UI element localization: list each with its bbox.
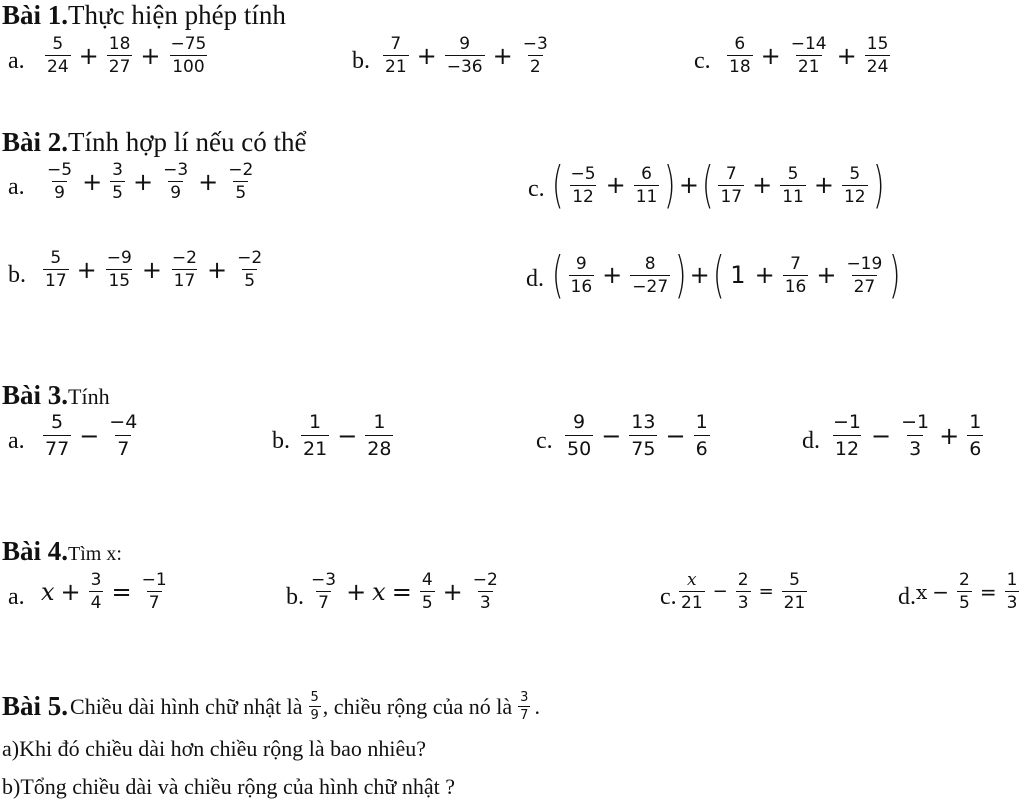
numerator: −4 — [109, 411, 138, 433]
numerator: −2 — [171, 248, 197, 268]
numerator: 4 — [421, 570, 433, 590]
denominator: 7 — [318, 593, 329, 613]
ex3-d-label: d. — [802, 428, 820, 454]
plus-sign: + — [602, 261, 623, 289]
ex4-d-label: d. — [898, 584, 916, 610]
minus-sign: − — [601, 421, 622, 450]
ex1-a-label: a. — [8, 48, 25, 74]
exercise-5-number: Bài 5. — [2, 691, 69, 721]
plus-sign: + — [76, 255, 97, 284]
integer-one: 1 — [730, 261, 746, 289]
fraction — [780, 164, 806, 207]
fraction — [445, 34, 485, 77]
left-parenthesis: ( — [701, 156, 714, 214]
fraction — [43, 410, 71, 461]
equals-sign: = — [111, 577, 132, 606]
fraction — [844, 254, 884, 297]
numerator: 18 — [108, 34, 131, 54]
denominator: 50 — [565, 435, 593, 461]
ex2-c-label: c. — [528, 176, 545, 202]
fraction — [694, 410, 710, 461]
numerator: 5 — [51, 411, 64, 433]
denominator: 27 — [853, 276, 876, 297]
denominator: 21 — [385, 57, 407, 77]
numerator: −1 — [141, 570, 167, 590]
numerator: 15 — [866, 34, 889, 54]
plus-sign: + — [760, 41, 781, 70]
numerator: −1 — [833, 411, 862, 433]
denominator: 75 — [629, 435, 657, 461]
numerator: 1 — [373, 411, 386, 433]
denominator: 9 — [54, 183, 65, 203]
fraction — [521, 34, 550, 77]
right-parenthesis: ) — [664, 156, 676, 214]
fraction — [789, 34, 829, 77]
fraction — [1005, 570, 1020, 613]
fraction — [43, 248, 69, 291]
denominator: 24 — [47, 57, 69, 77]
fraction — [365, 410, 393, 461]
fraction — [226, 160, 255, 203]
fraction — [727, 34, 753, 77]
exercise-5-text-part-3: . — [534, 693, 540, 719]
numerator: 3 — [112, 160, 123, 180]
fraction — [569, 254, 595, 297]
fraction — [235, 248, 264, 291]
denominator: 24 — [866, 57, 889, 77]
numerator: 2 — [959, 570, 970, 590]
ex4-d-expression — [914, 570, 1024, 613]
numerator: 9 — [573, 411, 586, 433]
fraction — [420, 570, 435, 613]
plus-sign: + — [140, 41, 161, 70]
plus-sign: + — [442, 577, 463, 606]
denominator: 5 — [959, 593, 970, 613]
numerator: −1 — [901, 411, 930, 433]
ex3-b-expression — [296, 410, 398, 461]
denominator: 21 — [797, 57, 820, 77]
fraction — [718, 164, 744, 207]
numerator: −3 — [311, 570, 337, 590]
ex2-a-expression — [40, 160, 260, 203]
denominator: 4 — [90, 593, 102, 613]
denominator: 5 — [421, 593, 433, 613]
ex4-a-expression — [38, 570, 174, 613]
denominator: 16 — [570, 276, 593, 297]
plus-sign: + — [133, 167, 154, 196]
exercise-1-heading: Thực hiện phép tính — [68, 0, 286, 30]
denominator: 17 — [720, 186, 743, 207]
numerator: 7 — [725, 163, 737, 184]
numerator: 13 — [631, 411, 656, 433]
numerator: 5 — [849, 163, 861, 184]
denominator: 3 — [907, 435, 923, 461]
fraction — [383, 34, 409, 77]
ex3-a-expression — [38, 410, 144, 461]
variable-x: x — [372, 577, 386, 606]
denominator: 5 — [244, 271, 256, 291]
exercise-3-number: Bài 3. — [2, 380, 69, 410]
plus-sign: + — [689, 261, 710, 289]
ex3-a-label: a. — [8, 428, 25, 454]
minus-sign: − — [79, 421, 100, 450]
ex2-b-expression — [38, 248, 269, 291]
ex3-c-label: c. — [536, 428, 553, 454]
fraction — [309, 690, 321, 723]
numerator: 5 — [787, 163, 799, 184]
denominator: 15 — [108, 271, 131, 291]
ex2-d-label: d. — [526, 266, 544, 292]
numerator: 5 — [52, 34, 64, 54]
fraction — [629, 410, 657, 461]
equals-sign: = — [391, 577, 412, 606]
numerator: −9 — [106, 248, 132, 268]
numerator: −3 — [522, 34, 548, 54]
ex2-d-expression — [551, 246, 901, 304]
denominator: 12 — [572, 186, 594, 207]
ex3-c-expression — [560, 410, 715, 461]
plus-sign: + — [141, 255, 162, 284]
minus-sign: − — [337, 421, 358, 450]
right-parenthesis: ) — [889, 246, 901, 304]
numerator: 1 — [969, 411, 982, 433]
denominator: 77 — [43, 435, 71, 461]
plus-sign: + — [754, 261, 775, 289]
denominator: 3 — [737, 593, 749, 613]
denominator: 6 — [694, 435, 710, 461]
fraction — [170, 248, 199, 291]
numerator: −3 — [163, 160, 189, 180]
fraction — [957, 570, 972, 613]
numerator: 6 — [734, 34, 746, 54]
plus-sign: + — [60, 577, 81, 606]
denominator: 7 — [148, 593, 160, 613]
exercise-4-heading: Tìm x: — [68, 543, 122, 565]
numerator: 3 — [520, 690, 529, 705]
denominator: 27 — [108, 57, 131, 77]
fraction — [107, 34, 133, 77]
fraction — [471, 570, 500, 613]
numerator: 9 — [575, 253, 587, 274]
exercise-2-number: Bài 2. — [2, 127, 69, 157]
fraction — [161, 160, 190, 203]
fraction — [569, 164, 598, 207]
plus-sign: + — [78, 41, 99, 70]
plus-sign: + — [82, 167, 103, 196]
exercise-3-heading: Tính — [68, 384, 110, 409]
denominator: 2 — [529, 57, 541, 77]
fraction — [831, 410, 863, 461]
numerator: 1 — [309, 411, 322, 433]
denominator: 6 — [967, 435, 983, 461]
ex4-b-expression — [304, 570, 505, 613]
exercise-3-title — [2, 380, 110, 411]
fraction — [736, 570, 751, 613]
plus-sign: + — [939, 421, 960, 450]
fraction — [45, 160, 74, 203]
right-parenthesis: ) — [675, 246, 687, 304]
denominator: 3 — [1006, 593, 1018, 613]
numerator: 5 — [789, 570, 800, 590]
exercise-4-title — [2, 536, 122, 567]
denominator: 11 — [635, 186, 658, 207]
plus-sign: + — [492, 41, 513, 70]
ex2-a-label: a. — [8, 174, 25, 200]
numerator: 1 — [1006, 570, 1018, 590]
fraction — [140, 570, 169, 613]
ex4-c-label: c. — [660, 584, 677, 610]
denominator: 5 — [235, 183, 247, 203]
numerator: x — [687, 570, 697, 590]
ex2-b-label: b. — [8, 262, 26, 288]
denominator: 21 — [681, 593, 703, 613]
numerator: −2 — [472, 570, 498, 590]
fraction — [782, 570, 808, 613]
exercise-5-text-part-1: Chiều dài hình chữ nhật là — [70, 693, 303, 719]
fraction — [783, 254, 809, 297]
ex3-b-label: b. — [272, 428, 290, 454]
right-parenthesis: ) — [872, 156, 885, 214]
minus-sign: − — [932, 579, 950, 604]
equals-sign: = — [758, 581, 774, 602]
fraction — [967, 410, 983, 461]
fraction — [89, 570, 104, 613]
variable-x: x — [916, 579, 928, 604]
ex1-c-label: c. — [694, 48, 711, 74]
denominator: 12 — [833, 435, 861, 461]
fraction — [105, 248, 134, 291]
denominator: 17 — [173, 271, 196, 291]
ex4-a-label: a. — [8, 584, 25, 610]
denominator: 12 — [843, 186, 866, 207]
fraction — [630, 254, 670, 297]
minus-sign: − — [665, 421, 686, 450]
ex2-c-expression — [551, 156, 885, 214]
denominator: 5 — [112, 183, 123, 203]
minus-sign: − — [871, 421, 892, 450]
fraction — [679, 570, 705, 613]
numerator: 2 — [737, 570, 749, 590]
exercise-2-heading: Tính hợp lí nếu có thể — [68, 127, 307, 157]
exercise-2-title — [2, 127, 307, 158]
fraction — [110, 160, 125, 203]
fraction — [169, 34, 209, 77]
ex4-c-expression — [674, 570, 812, 613]
numerator: 8 — [644, 253, 656, 274]
fraction — [301, 410, 329, 461]
fraction — [634, 164, 660, 207]
exercise-5-text-part-2: , chiều rộng của nó là — [322, 693, 513, 719]
ex1-a-expression — [40, 34, 213, 77]
numerator: 3 — [90, 570, 102, 590]
ex1-c-expression — [722, 34, 895, 77]
left-parenthesis: ( — [712, 246, 725, 304]
denominator: 18 — [729, 57, 751, 77]
denominator: −36 — [446, 57, 483, 77]
numerator: −75 — [170, 34, 207, 54]
denominator: 7 — [520, 708, 529, 723]
numerator: 7 — [790, 253, 801, 274]
exercise-5-question-b: b)Tổng chiều dài và chiều rộng của hình chữ nhật ? — [2, 774, 455, 799]
denominator: −27 — [632, 276, 669, 297]
left-parenthesis: ( — [551, 246, 564, 304]
left-parenthesis: ( — [551, 156, 564, 214]
denominator: 7 — [115, 435, 131, 461]
numerator: −19 — [846, 253, 883, 274]
plus-sign: + — [678, 171, 699, 199]
fraction — [565, 410, 593, 461]
numerator: 9 — [459, 34, 471, 54]
ex1-b-expression — [378, 34, 555, 77]
plus-sign: + — [813, 171, 834, 199]
numerator: 5 — [310, 690, 319, 705]
plus-sign: + — [206, 255, 228, 284]
denominator: 17 — [45, 271, 67, 291]
plus-sign: + — [346, 577, 367, 606]
numerator: −14 — [790, 34, 827, 54]
plus-sign: + — [836, 41, 857, 70]
ex3-d-expression — [826, 410, 988, 461]
denominator: 9 — [170, 183, 182, 203]
denominator: 21 — [301, 435, 329, 461]
denominator: 21 — [783, 593, 806, 613]
numerator: 7 — [390, 34, 402, 54]
plus-sign: + — [416, 41, 437, 70]
denominator: 9 — [310, 708, 319, 723]
denominator: 3 — [479, 593, 491, 613]
numerator: −5 — [570, 163, 596, 184]
numerator: 1 — [695, 411, 708, 433]
fraction — [842, 164, 868, 207]
plus-sign: + — [198, 167, 219, 196]
variable-x: x — [41, 577, 55, 606]
fraction — [865, 34, 891, 77]
fraction — [518, 690, 530, 723]
denominator: 100 — [172, 57, 205, 77]
plus-sign: + — [752, 171, 773, 199]
denominator: 11 — [782, 186, 804, 207]
exercise-5-statement — [2, 690, 540, 723]
numerator: 6 — [641, 163, 652, 184]
ex1-b-label: b. — [352, 48, 370, 74]
fraction — [899, 410, 931, 461]
numerator: 5 — [50, 248, 62, 268]
fraction — [107, 410, 139, 461]
denominator: 16 — [784, 276, 807, 297]
plus-sign: + — [605, 171, 626, 199]
denominator: 28 — [365, 435, 393, 461]
numerator: −2 — [237, 248, 263, 268]
exercise-5-question-a: a)Khi đó chiều dài hơn chiều rộng là bao nhiêu? — [2, 736, 426, 761]
fraction — [309, 570, 338, 613]
exercise-1-title — [2, 0, 286, 31]
exercise-4-number: Bài 4. — [2, 536, 69, 566]
plus-sign: + — [816, 261, 837, 289]
ex4-b-label: b. — [286, 584, 304, 610]
equals-sign: = — [979, 579, 997, 604]
minus-sign: − — [712, 581, 728, 602]
numerator: −2 — [228, 160, 254, 180]
numerator: −5 — [47, 160, 73, 180]
exercise-1-number: Bài 1. — [2, 0, 69, 30]
fraction — [45, 34, 71, 77]
